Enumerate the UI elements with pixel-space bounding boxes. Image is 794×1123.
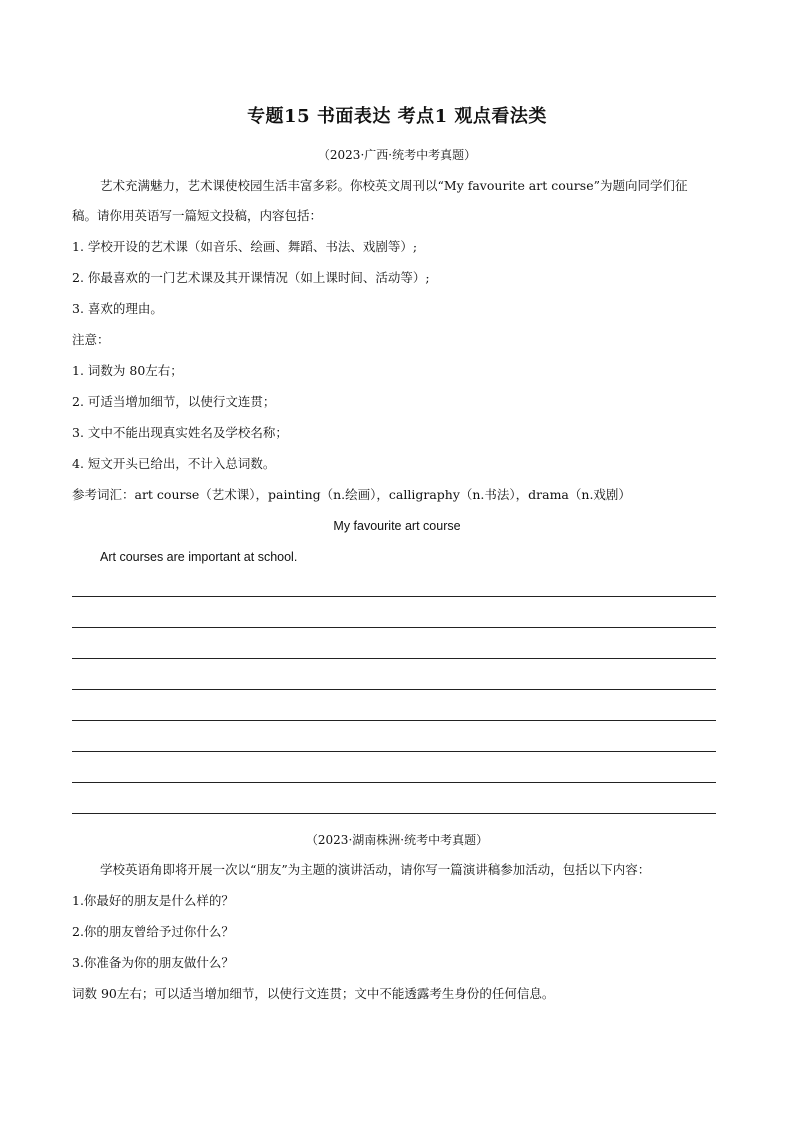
writing-line[interactable] xyxy=(72,720,716,721)
writing-line[interactable] xyxy=(72,689,716,690)
section2-question-2: 2.你的朋友曾给予过你什么？ xyxy=(72,924,234,939)
section1-note-3: 3. 文中不能出现真实姓名及学校名称； xyxy=(72,425,288,440)
section1-notes-label: 注意： xyxy=(72,332,110,347)
section1-vocabulary: 参考词汇：art course（艺术课），painting（n.绘画），calligraphy（n.书法），drama（n.戏剧） xyxy=(72,487,631,502)
section1-note-4: 4. 短文开头已给出，不计入总词数。 xyxy=(72,456,276,471)
section2-question-3: 3.你准备为你的朋友做什么？ xyxy=(72,955,234,970)
writing-line[interactable] xyxy=(72,596,716,597)
section1-point-1: 1. 学校开设的艺术课（如音乐、绘画、舞蹈、书法、戏剧等）; xyxy=(72,239,418,254)
page-title: 专题15 书面表达 考点1 观点看法类 xyxy=(247,106,547,127)
writing-line[interactable] xyxy=(72,782,716,783)
writing-line[interactable] xyxy=(72,658,716,659)
section2-prompt: 学校英语角即将开展一次以“朋友”为主题的演讲活动，请你写一篇演讲稿参加活动，包括以下内容： xyxy=(100,862,651,877)
section1-prompt-line1: 艺术充满魅力，艺术课使校园生活丰富多彩。你校英文周刊以“My favourite art course”为题向同学们征 xyxy=(100,178,688,193)
essay-title: My favourite art course xyxy=(333,519,461,533)
section2-question-1: 1.你最好的朋友是什么样的？ xyxy=(72,893,234,908)
writing-line[interactable] xyxy=(72,813,716,814)
section1-point-2: 2. 你最喜欢的一门艺术课及其开课情况（如上课时间、活动等）; xyxy=(72,270,430,285)
section1-note-2: 2. 可适当增加细节，以使行文连贯； xyxy=(72,394,276,409)
writing-line[interactable] xyxy=(72,627,716,628)
section1-source: （2023·广西·统考中考真题） xyxy=(317,148,477,162)
section2-source: （2023·湖南株洲·统考中考真题） xyxy=(305,833,489,847)
section1-note-1: 1. 词数为 80左右； xyxy=(72,363,183,378)
section1-point-3: 3. 喜欢的理由。 xyxy=(72,301,163,316)
section2-requirement: 词数 90左右；可以适当增加细节，以使行文连贯；文中不能透露考生身份的任何信息。 xyxy=(72,986,555,1001)
essay-opening-sentence: Art courses are important at school. xyxy=(100,550,298,564)
writing-line[interactable] xyxy=(72,751,716,752)
section1-prompt-line2: 稿。请你用英语写一篇短文投稿，内容包括： xyxy=(72,208,323,223)
